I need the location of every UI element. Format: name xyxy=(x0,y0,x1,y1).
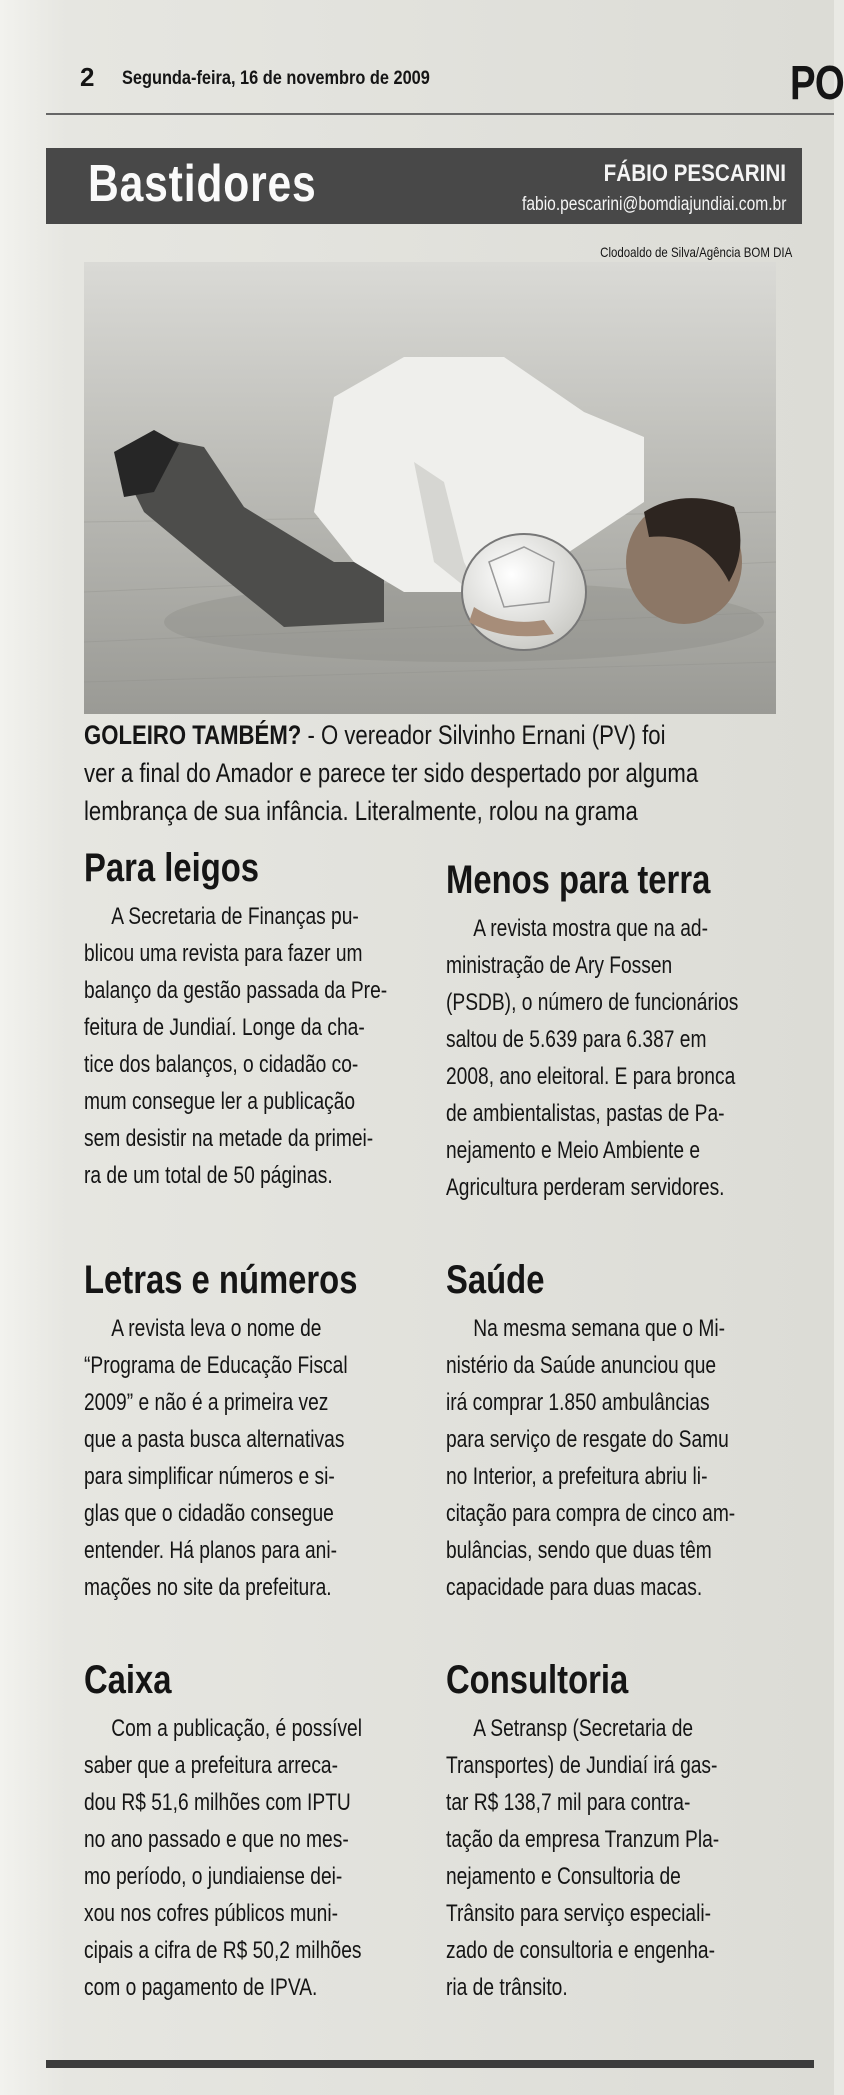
article-line: que a pasta busca alternativas xyxy=(84,1426,345,1453)
article-line: ministração de Ary Fossen xyxy=(446,952,673,979)
article-line: para serviço de resgate do Samu xyxy=(446,1426,729,1453)
article-line: zado de consultoria e engenha- xyxy=(446,1937,715,1964)
article-line: ra de um total de 50 páginas. xyxy=(84,1162,333,1189)
article-line: saltou de 5.639 para 6.387 em xyxy=(446,1026,707,1053)
caption-line-1 xyxy=(84,716,666,754)
article-line: saber que a prefeitura arreca- xyxy=(84,1752,339,1779)
page-number: 2 xyxy=(80,62,95,92)
article-body xyxy=(84,1710,414,2006)
article-body xyxy=(84,898,414,1194)
article-line: bulâncias, sendo que duas têm xyxy=(446,1537,712,1564)
article-line: capacidade para duas macas. xyxy=(446,1574,703,1601)
caption-lead: GOLEIRO TAMBÉM? xyxy=(84,720,302,750)
article-line: citação para compra de cinco am- xyxy=(446,1500,736,1527)
article-saude xyxy=(446,1256,776,1606)
article-line: entender. Há planos para ani- xyxy=(84,1537,337,1564)
article-line: nistério da Saúde anunciou que xyxy=(446,1352,717,1379)
article-line: Na mesma semana que o Mi- xyxy=(473,1315,726,1342)
article-para-leigos xyxy=(84,844,414,1194)
photo-caption xyxy=(84,716,784,830)
article-line: sem desistir na metade da primei- xyxy=(84,1125,374,1152)
article-menos-para-terra xyxy=(446,856,776,1206)
article-line: com o pagamento de IPVA. xyxy=(84,1974,318,2001)
article-line: “Programa de Educação Fiscal xyxy=(84,1352,348,1379)
article-line: Trânsito para serviço especiali- xyxy=(446,1900,711,1927)
column-author: FÁBIO PESCARINI xyxy=(603,160,786,187)
article-line: tar R$ 138,7 mil para contra- xyxy=(446,1789,691,1816)
article-line: feitura de Jundiaí. Longe da cha- xyxy=(84,1014,365,1041)
article-line: cipais a cifra de R$ 50,2 milhões xyxy=(84,1937,362,1964)
article-line: ria de trânsito. xyxy=(446,1974,568,2001)
article-line: nejamento e Consultoria de xyxy=(446,1863,681,1890)
article-line: A Secretaria de Finanças pu- xyxy=(111,903,359,930)
article-title: Para leigos xyxy=(84,846,260,890)
article-line: glas que o cidadão consegue xyxy=(84,1500,334,1527)
article-line: no Interior, a prefeitura abriu li- xyxy=(446,1463,708,1490)
column-title: Bastidores xyxy=(88,155,317,213)
article-title: Consultoria xyxy=(446,1658,629,1702)
article-line: nejamento e Meio Ambiente e xyxy=(446,1137,701,1164)
article-body xyxy=(84,1310,414,1606)
article-caixa xyxy=(84,1656,414,2006)
article-line: balanço da gestão passada da Pre- xyxy=(84,977,388,1004)
article-line: irá comprar 1.850 ambulâncias xyxy=(446,1389,710,1416)
article-line: para simplificar números e si- xyxy=(84,1463,335,1490)
caption-line-3: lembrança de sua infância. Literalmente, rolou na grama xyxy=(84,796,638,826)
article-line: 2009” e não é a primeira vez xyxy=(84,1389,329,1416)
article-consultoria xyxy=(446,1656,776,2006)
article-letras-e-numeros xyxy=(84,1256,414,1606)
article-line: A revista mostra que na ad- xyxy=(473,915,708,942)
caption-line-2: ver a final do Amador e parece ter sido despertado por alguma xyxy=(84,758,699,788)
article-line: dou R$ 51,6 milhões com IPTU xyxy=(84,1789,351,1816)
article-line: (PSDB), o número de funcionários xyxy=(446,989,739,1016)
photo-credit: Clodoaldo de Silva/Agência BOM DIA xyxy=(599,244,792,260)
article-body xyxy=(446,1310,776,1606)
article-body xyxy=(446,910,776,1206)
article-line: xou nos cofres públicos muni- xyxy=(84,1900,338,1927)
page-date: Segunda-feira, 16 de novembro de 2009 xyxy=(122,68,430,89)
article-line: mum consegue ler a publicação xyxy=(84,1088,356,1115)
article-body xyxy=(446,1710,776,2006)
article-title: Saúde xyxy=(446,1258,545,1302)
column-banner xyxy=(46,148,802,224)
article-line: Agricultura perderam servidores. xyxy=(446,1174,725,1201)
column-email: fabio.pescarini@bomdiajundiai.com.br xyxy=(521,194,786,215)
article-line: mações no site da prefeitura. xyxy=(84,1574,332,1601)
article-line: A Setransp (Secretaria de xyxy=(473,1715,694,1742)
article-line: tação da empresa Tranzum Pla- xyxy=(446,1826,720,1853)
section-name: PO xyxy=(790,57,844,110)
article-title: Menos para terra xyxy=(446,858,711,902)
article-line: Com a publicação, é possível xyxy=(111,1715,362,1742)
header-rule xyxy=(46,113,834,115)
article-title: Letras e números xyxy=(84,1258,358,1302)
article-line: Transportes) de Jundiaí irá gas- xyxy=(446,1752,718,1779)
footer-rule xyxy=(46,2060,814,2068)
article-line: 2008, ano eleitoral. E para bronca xyxy=(446,1063,736,1090)
article-line: de ambientalistas, pastas de Pa- xyxy=(446,1100,725,1127)
article-line: blicou uma revista para fazer um xyxy=(84,940,363,967)
caption-text-1: - O vereador Silvinho Ernani (PV) foi xyxy=(301,720,666,750)
news-photo xyxy=(84,262,776,714)
article-line: mo período, o jundiaiense dei- xyxy=(84,1863,343,1890)
article-line: no ano passado e que no mes- xyxy=(84,1826,349,1853)
article-line: A revista leva o nome de xyxy=(111,1315,322,1342)
page-header xyxy=(80,57,844,110)
article-title: Caixa xyxy=(84,1658,172,1702)
article-line: tice dos balanços, o cidadão co- xyxy=(84,1051,359,1078)
